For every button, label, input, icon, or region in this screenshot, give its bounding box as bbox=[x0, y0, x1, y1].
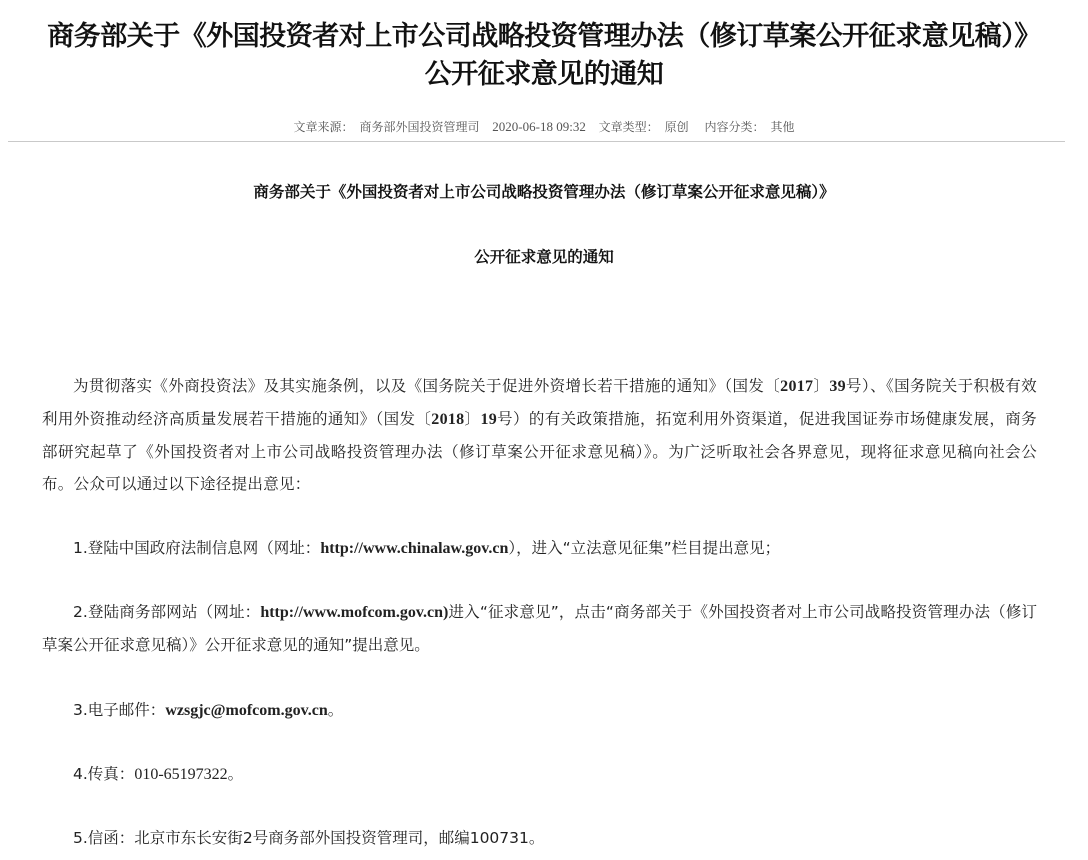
meta-source bbox=[290, 120, 482, 134]
meta-type-value: 原创 bbox=[664, 120, 689, 134]
article-heading-line1: 商务部关于《外国投资者对上市公司战略投资管理办法（修订草案公开征求意见稿）》 bbox=[253, 183, 835, 201]
fax-number: 010-65197322 bbox=[134, 766, 228, 783]
list-item-mail bbox=[42, 822, 1037, 854]
mofcom-link[interactable]: http://www.mofcom.gov.cn) bbox=[260, 604, 449, 621]
meta-source-label: 文章来源： bbox=[293, 120, 354, 134]
item-text: 。 bbox=[227, 765, 244, 783]
item-text: 信函：北京市东长安街 bbox=[87, 829, 243, 847]
meta-type-label: 文章类型： bbox=[598, 120, 659, 134]
list-item-chinalaw bbox=[42, 532, 1037, 565]
list-item-email bbox=[42, 694, 1037, 727]
item-text: 登陆商务部网站（网址： bbox=[87, 603, 261, 621]
meta-category-label: 内容分类： bbox=[704, 120, 765, 134]
intro-text: 号）的有关政策措施，拓宽利用外资渠道，促进我国证券市场健康发展，商务部研究起草了《外国投资者对上市公司战略投资管理办法（修订草案公开征求意见稿）》。为广泛听取社会各界意见，现将征求意见稿向社会公布。公众可以通过以下途径提出意见： bbox=[42, 410, 1037, 493]
page-title-line1: 商务部关于《外国投资者对上市公司战略投资管理办法（修订草案公开征求意见稿）》 bbox=[47, 21, 1041, 52]
street-number: 2 bbox=[242, 829, 253, 847]
intro-year-2017: 2017 bbox=[780, 378, 814, 395]
intro-doc-number: 19 bbox=[480, 411, 498, 428]
item-number: 1. bbox=[73, 539, 88, 557]
item-number: 5. bbox=[73, 829, 88, 847]
item-text: 电子邮件： bbox=[87, 701, 166, 719]
item-number: 4. bbox=[73, 765, 88, 783]
postcode: 100731 bbox=[469, 829, 529, 847]
meta-type bbox=[596, 120, 692, 134]
intro-text: 〕 bbox=[464, 410, 481, 428]
item-text: 登陆中国政府法制信息网（网址： bbox=[87, 539, 321, 557]
page-title bbox=[0, 18, 1088, 94]
article-heading-line2: 公开征求意见的通知 bbox=[474, 248, 614, 266]
intro-year-2018: 2018 bbox=[431, 411, 465, 428]
list-item-fax bbox=[42, 758, 1037, 791]
intro-text: 〕 bbox=[813, 377, 830, 395]
intro-doc-number: 39 bbox=[829, 378, 846, 395]
meta-category-value: 其他 bbox=[770, 120, 795, 134]
meta-date: 2020-06-18 09:32 bbox=[492, 119, 586, 134]
meta-category bbox=[702, 120, 798, 134]
item-text: 传真： bbox=[87, 765, 135, 783]
item-text: ），进入“立法意见征集”栏目提出意见； bbox=[508, 539, 781, 557]
page-title-line2: 公开征求意见的通知 bbox=[424, 59, 664, 90]
article-meta bbox=[0, 118, 1088, 135]
item-text: 号商务部外国投资管理司，邮编 bbox=[252, 829, 470, 847]
header-divider bbox=[8, 141, 1065, 142]
item-number: 3. bbox=[73, 701, 88, 719]
item-number: 2. bbox=[73, 603, 88, 621]
intro-text: 为贯彻落实《外商投资法》及其实施条例，以及《国务院关于促进外资增长若干措施的通知》（国发〔 bbox=[73, 377, 781, 395]
chinalaw-link[interactable]: http://www.chinalaw.gov.cn bbox=[320, 540, 509, 557]
item-text: 。 bbox=[327, 701, 344, 719]
item-text: 。 bbox=[528, 829, 545, 847]
email-link[interactable]: wzsgjc@mofcom.gov.cn bbox=[165, 702, 328, 719]
meta-source-value: 商务部外国投资管理司 bbox=[359, 120, 480, 134]
intro-text: 号）、《国务院关于积极有效利用外资推动经济高质量发展若干措施的通知》（国发〔 bbox=[42, 377, 1037, 428]
list-item-mofcom bbox=[42, 596, 1037, 661]
item-text: 进入“征求意见”，点击“商务部关于《外国投资者对上市公司战略投资管理办法（修订草案公开征求意见稿）》公开征求意见的通知”提出意见。 bbox=[42, 603, 1037, 654]
intro-paragraph bbox=[42, 370, 1037, 500]
